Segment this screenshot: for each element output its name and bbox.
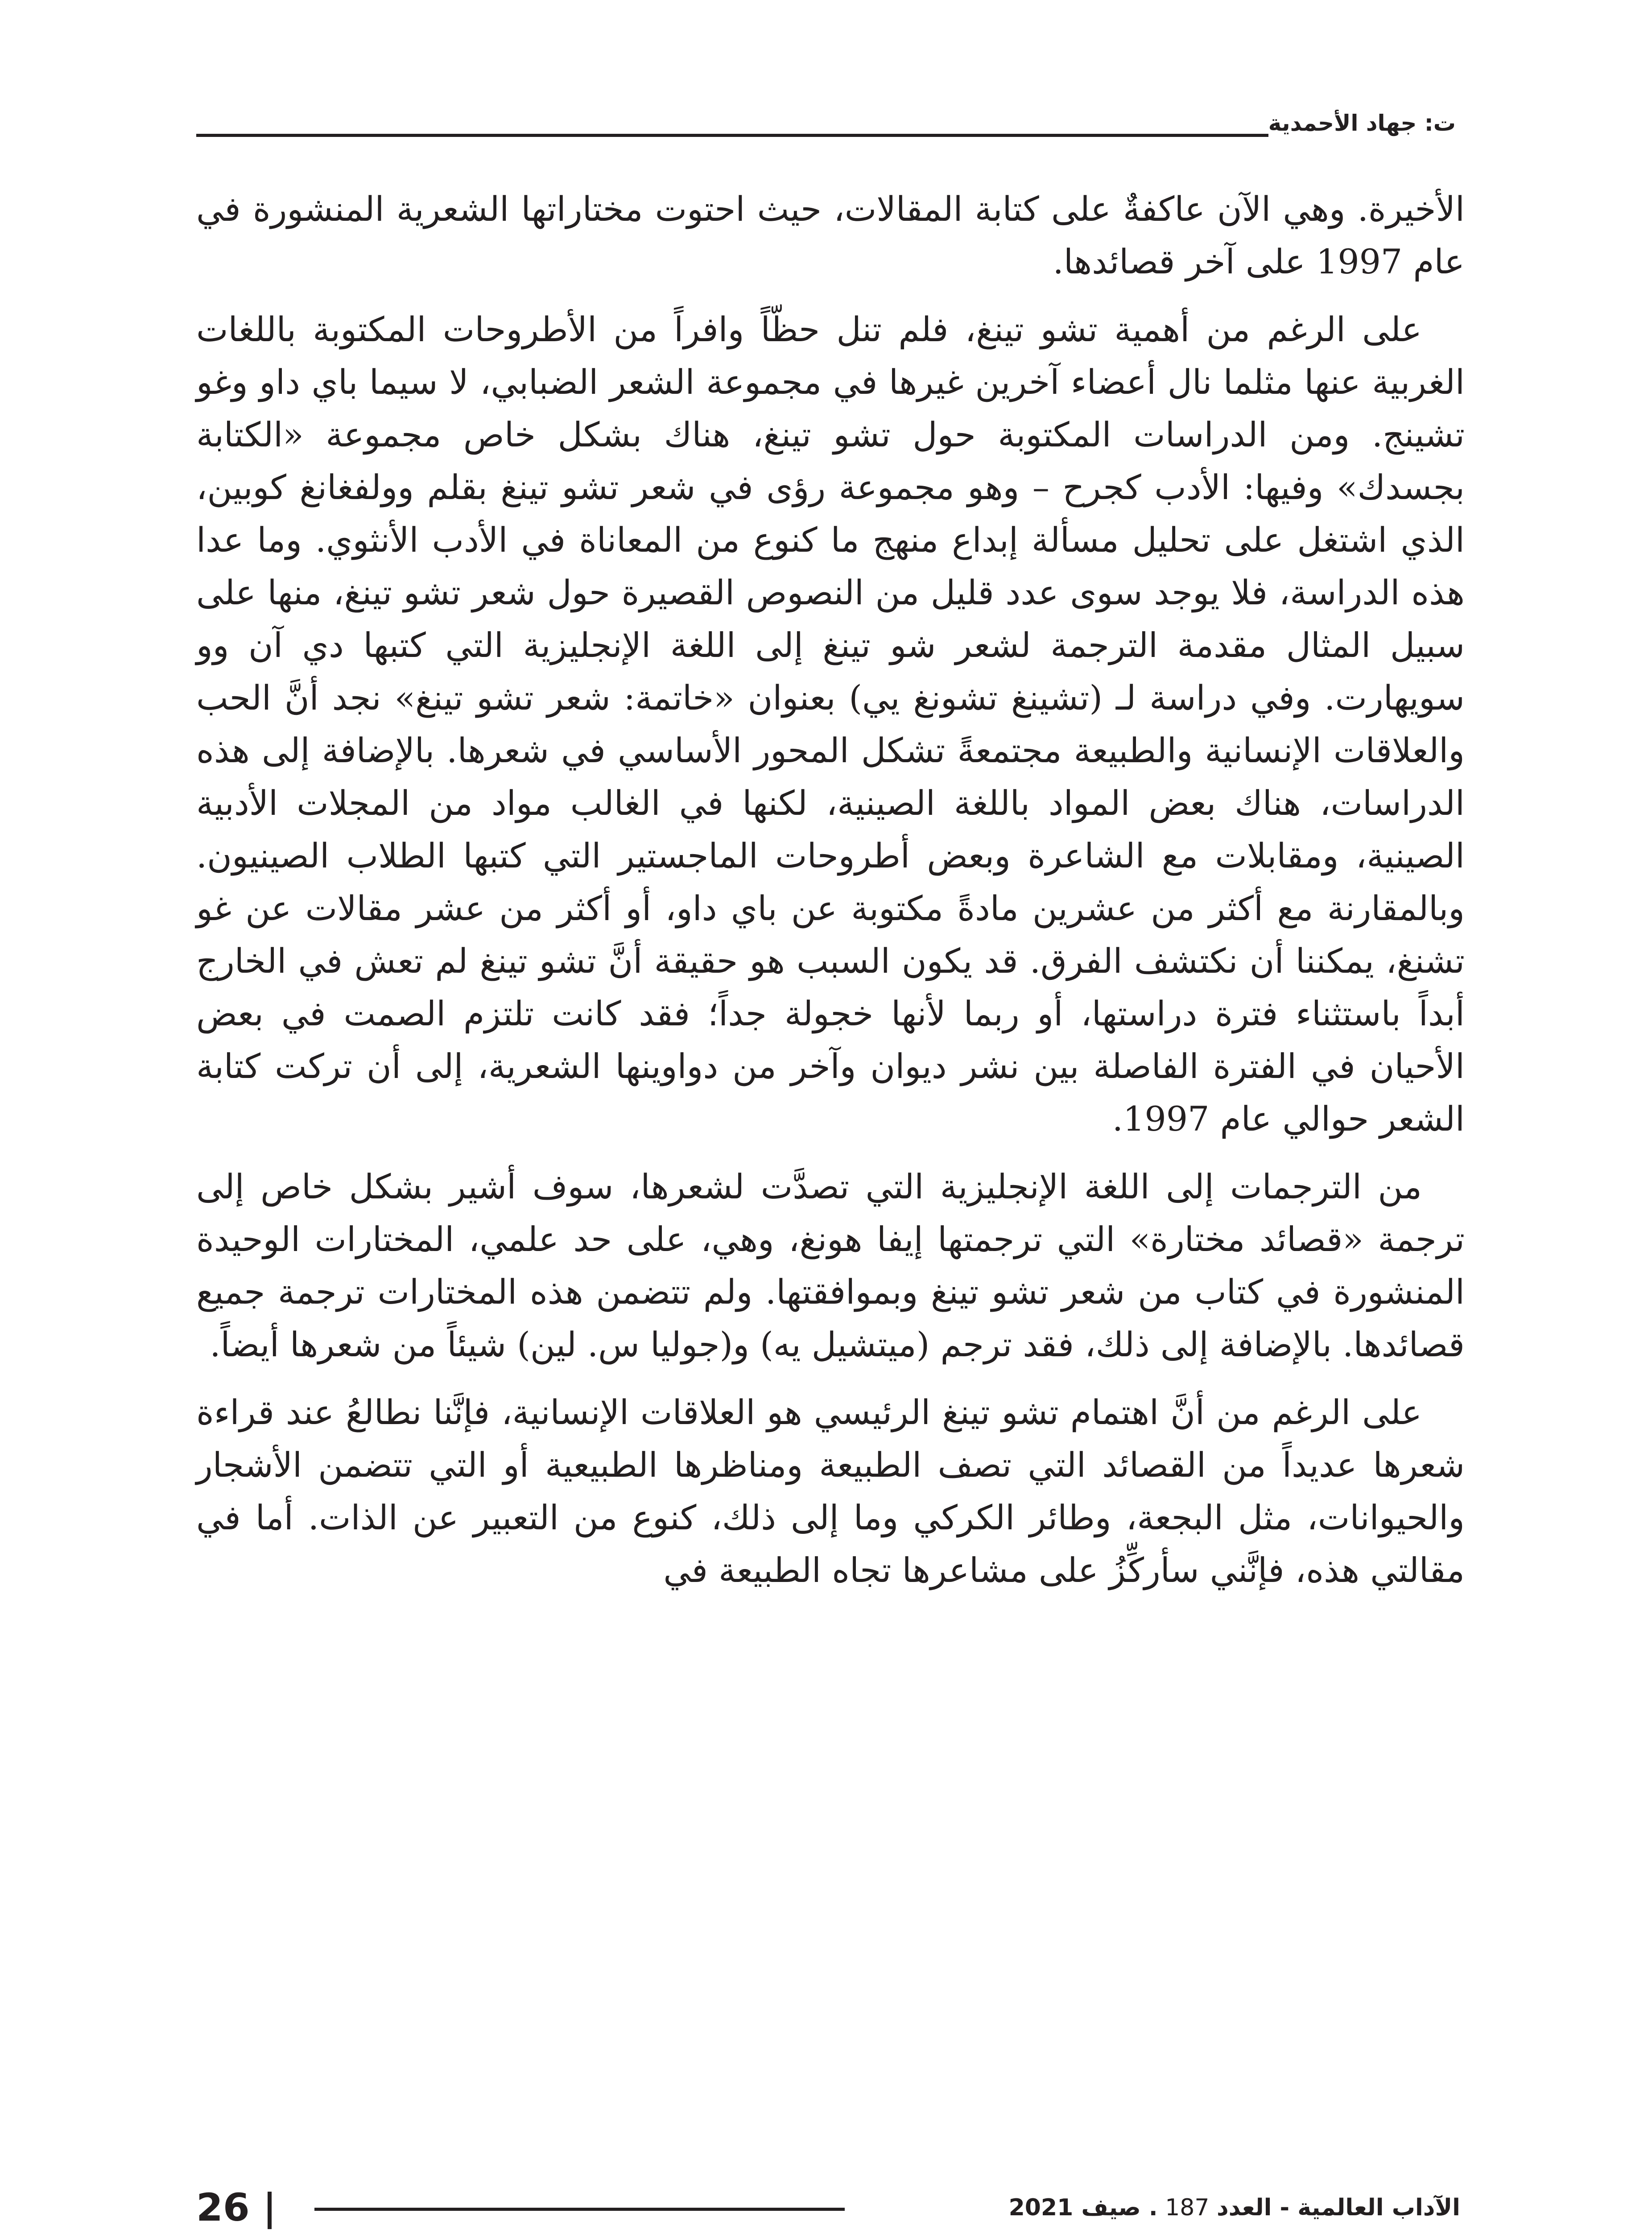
footer-publication xyxy=(1009,2181,1460,2230)
paragraph-4: على الرغم من أنَّ اهتمام تشو تينغ الرئيسي هو العلاقات الإنسانية، فإنَّنا نطالعُ عند قراءة شعرها عديداً من القصائد التي تصف الطبيعة ومناظرها الطبيعية أو التي تتضمن الأشجار والحيوانات، مثل البجعة، وطائر الكركي وما إلى ذلك، كنوع من التعبير عن الذات. أما في مقالتي هذه، فإنَّني سأركِّزُ على مشاعرها تجاه الطبيعة في xyxy=(196,1392,1465,1590)
season-year: . صيف 2021 xyxy=(1008,2194,1158,2221)
page-footer xyxy=(196,2181,1460,2230)
paragraph-3: من الترجمات إلى اللغة الإنجليزية التي تصدَّت لشعرها، سوف أشير بشكل خاص إلى ترجمة «قصائد مختارة» التي ترجمتها إيفا هونغ، وهي، على حد علمي، المختارات الوحيدة المنشورة في كتاب من شعر تشو تينغ وبموافقتها. ولم تتضمن هذه المختارات ترجمة جميع قصائدها. بالإضافة إلى ذلك، فقد ترجم (ميتشيل يه) و(جوليا س. لين) شيئاً من شعرها أيضاً. xyxy=(196,1167,1465,1364)
issue-number: 187 xyxy=(1165,2194,1210,2221)
page-header xyxy=(196,105,1456,154)
page-number: 26 xyxy=(196,2185,250,2230)
paragraph-1: الأخيرة. وهي الآن عاكفةٌ على كتابة المقالات، حيث احتوت مختاراتها الشعرية المنشورة في عام 1997 على آخر قصائدها. xyxy=(196,189,1465,281)
header-rule xyxy=(196,134,1268,137)
footer-separator-bar xyxy=(268,2192,272,2229)
article-body xyxy=(196,183,1465,1612)
publication-title: الآداب العالمية - العدد xyxy=(1217,2194,1460,2221)
paragraph-2: على الرغم من أهمية تشو تينغ، فلم تنل حظّاً وافراً من الأطروحات المكتوبة باللغات الغربية عنها مثلما نال أعضاء آخرين غيرها في مجموعة الشعر الضبابي، لا سيما باي داو وغو تشينج. ومن الدراسات المكتوبة حول تشو تينغ، هناك بشكل خاص مجموعة «الكتابة بجسدك» وفيها: الأدب كجرح – وهو مجموعة رؤى في شعر تشو تينغ بقلم وولفغانغ كوبين، الذي اشتغل على تحليل مسألة إبداع منهج ما كنوع من المعاناة في الأدب الأنثوي. وما عدا هذه الدراسة، فلا يوجد سوى عدد قليل من النصوص القصيرة حول شعر تشو تينغ، منها على سبيل المثال مقدمة الترجمة لشعر شو تينغ إلى اللغة الإنجليزية التي كتبها دي آن وو سويهارت. وفي دراسة لـ (تشينغ تشونغ يي) بعنوان «خاتمة: شعر تشو تينغ» نجد أنَّ الحب والعلاقات الإنسانية والطبيعة مجتمعةً تشكل المحور الأساسي في شعرها. بالإضافة إلى هذه الدراسات، هناك بعض المواد باللغة الصينية، لكنها في الغالب مواد من المجلات الأدبية الصينية، ومقابلات مع الشاعرة وبعض أطروحات الماجستير التي كتبها الطلاب الصينيون. وبالمقارنة مع أكثر من عشرين مادةً مكتوبة عن باي داو، أو أكثر من عشر مقالات عن غو تشنغ، يمكننا أن نكتشف الفرق. قد يكون السبب هو حقيقة أنَّ تشو تينغ لم تعش في الخارج أبداً باستثناء فترة دراستها، أو ربما لأنها خجولة جداً؛ فقد كانت تلتزم الصمت في بعض الأحيان في الفترة الفاصلة بين نشر ديوان وآخر من دواوينها الشعرية، إلى أن تركت كتابة الشعر حوالي عام 1997. xyxy=(196,310,1465,1139)
header-author: ت: جهاد الأحمدية xyxy=(1268,110,1456,136)
footer-rule xyxy=(314,2208,845,2211)
